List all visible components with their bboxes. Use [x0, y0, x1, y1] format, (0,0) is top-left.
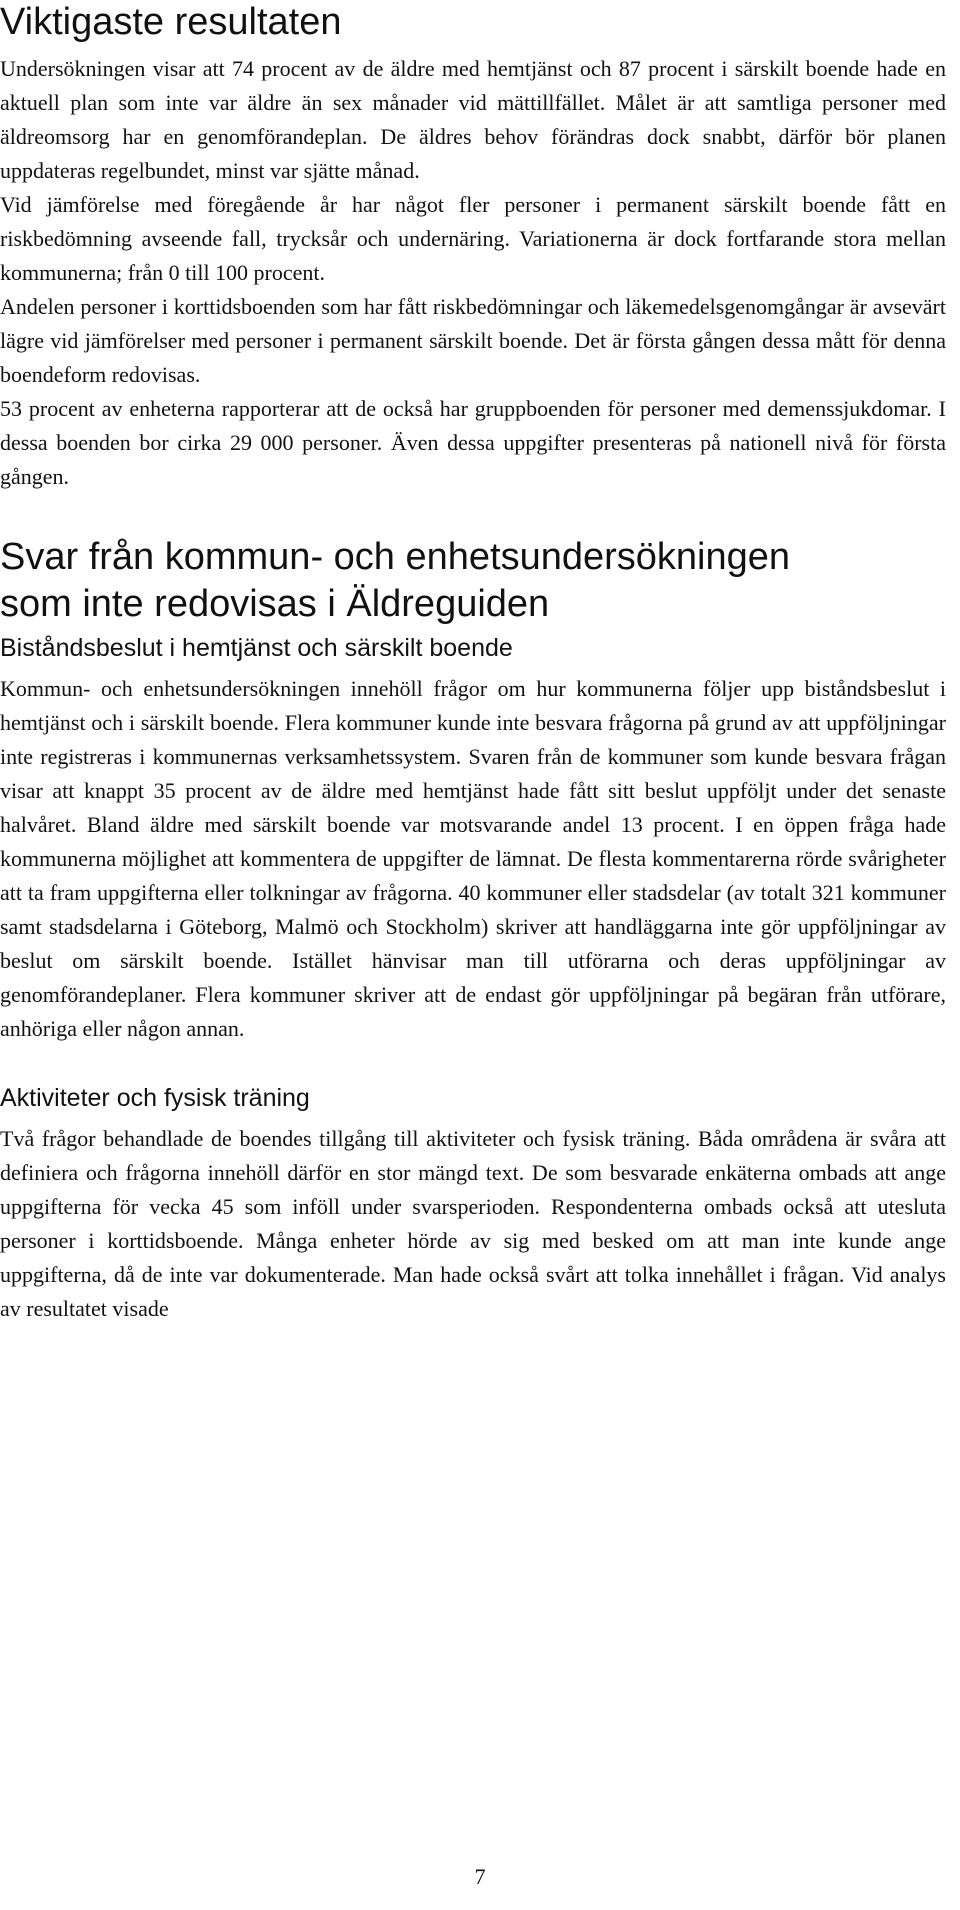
subsection-title: Biståndsbeslut i hemtjänst och särskilt boende — [0, 634, 513, 662]
body-paragraph: 53 procent av enheterna rapporterar att de också har gruppboenden för personer med demenssjukdomar. I dessa boenden bor cirka 29 000 personer. Även dessa uppgifter presenteras på nationell nivå för första gången. — [0, 396, 946, 489]
section-title-line-1: Svar från kommun- och enhetsundersökningen — [0, 536, 791, 578]
body-paragraph: Vid jämförelse med föregående år har något fler personer i permanent särskilt boende fått en riskbedömning avseende fall, trycksår och undernäring. Variationerna är dock fortfarande stora mellan kommunerna; från 0 till 100 procent. — [0, 192, 946, 285]
body-paragraph: Andelen personer i korttidsboenden som har fått riskbedömningar och läkemedelsgenomgångar är avsevärt lägre vid jämförelser med personer i permanent särskilt boende. Det är första gången dessa mått för denna boendeform redovisas. — [0, 294, 946, 387]
subsection-bistandsbeslut — [0, 632, 946, 1046]
section-title: Viktigaste resultaten — [0, 1, 342, 43]
body-paragraph: Kommun- och enhetsundersökningen innehöll frågor om hur kommunerna följer upp biståndsbeslut i hemtjänst och i särskilt boende. Flera kommuner kunde inte besvara frågorna på grund av att uppföljningar inte registreras i kommunernas verksamhetssystem. Svaren från de kommuner som kunde besvara frågan visar att knappt 35 procent av de äldre med hemtjänst hade fått sitt beslut uppföljt under det senaste halvåret. Bland äldre med särskilt boende var motsvarande andel 13 procent. I en öppen fråga hade kommunerna möjlighet att kommentera de uppgifter de lämnat. De flesta kommentarerna rörde svårigheter att ta fram uppgifterna eller tolkningar av frågorna. 40 kommuner eller stadsdelar (av totalt 321 kommuner samt stadsdelarna i Göteborg, Malmö och Stockholm) skriver att handläggarna inte gör uppföljningar av beslut om särskilt boende. Istället hänvisar man till utförarna och deras uppföljningar av genomförandeplaner. Flera kommuner skriver att de endast gör uppföljningar på begäran från utförare, anhöriga eller någon annan. — [0, 676, 946, 1041]
body-paragraph: Två frågor behandlade de boendes tillgång till aktiviteter och fysisk träning. Båda områdena är svåra att definiera och frågorna innehöll därför en stor mängd text. De som besvarade enkäterna ombads att ange uppgifterna för vecka 45 som inföll under svarsperioden. Respondenterna ombads också att utesluta personer i korttidsboende. Många enheter hörde av sig med besked om att man inte kunde ange uppgifterna, då de inte var dokumenterade. Man hade också svårt att tolka innehållet i frågan. Vid analys av resultatet visade — [0, 1126, 946, 1321]
subsection-aktiviteter — [0, 1082, 946, 1326]
body-paragraph: Undersökningen visar att 74 procent av de äldre med hemtjänst och 87 procent i särskilt boende hade en aktuell plan som inte var äldre än sex månader vid mättillfället. Målet är att samtliga personer med äldreomsorg har en genomförandeplan. De äldres behov förändras dock snabbt, därför bör planen uppdateras regelbundet, minst var sjätte månad. — [0, 56, 946, 183]
page-number: 7 — [474, 1864, 486, 1889]
section-title-line-2: som inte redovisas i Äldreguiden — [0, 583, 550, 625]
section-kommun-enhetsundersokningen — [0, 534, 946, 1326]
section-viktigaste-resultaten — [0, 0, 946, 494]
subsection-title: Aktiviteter och fysisk träning — [0, 1084, 310, 1112]
